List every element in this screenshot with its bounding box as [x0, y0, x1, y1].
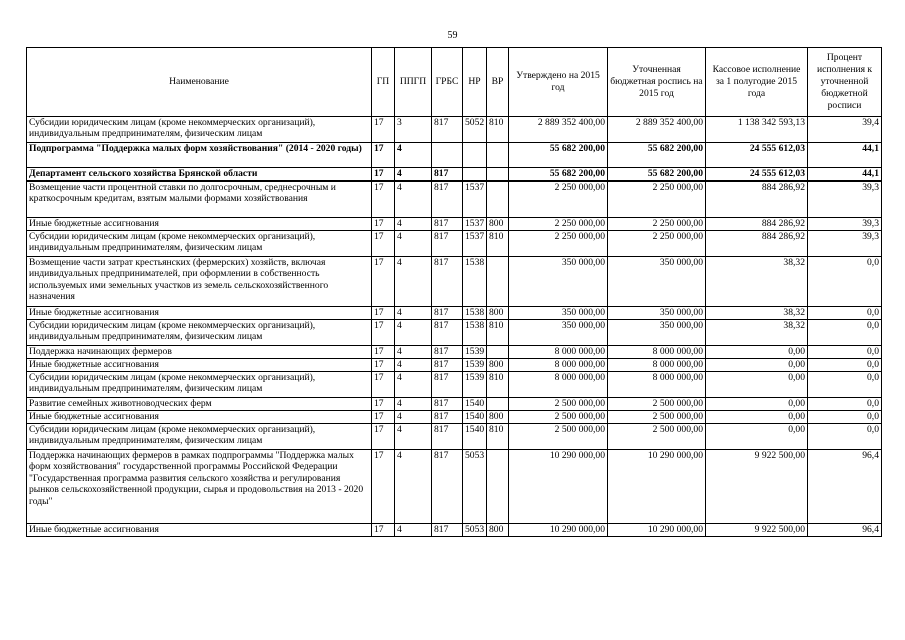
- cell-grbs: 817: [432, 168, 463, 181]
- cell-percent: 96,4: [808, 524, 882, 537]
- cell-name: Иные бюджетные ассигнования: [27, 411, 372, 424]
- cell-name: Возмещение части затрат крестьянских (фермерских) хозяйств, включая индивидуальных предпринимателей, при оформлении в собственность используемых ими земельных участков из земель сельскохозяйственного назначения: [27, 257, 372, 307]
- cell-clarified: 10 290 000,00: [608, 524, 706, 537]
- table-header-row: [27, 48, 882, 117]
- cell-cash: 1 138 342 593,13: [706, 117, 808, 143]
- cell-gp: 17: [372, 218, 395, 231]
- table-row: [27, 320, 882, 346]
- cell-np: 1539: [463, 346, 487, 359]
- cell-clarified: 10 290 000,00: [608, 450, 706, 524]
- cell-vr: 810: [487, 424, 509, 450]
- cell-vr: 800: [487, 359, 509, 372]
- cell-percent: 0,0: [808, 398, 882, 411]
- table-row: [27, 424, 882, 450]
- cell-approved: 2 500 000,00: [509, 424, 608, 450]
- cell-ppgp: 4: [395, 524, 432, 537]
- cell-ppgp: 4: [395, 424, 432, 450]
- cell-vr: [487, 450, 509, 524]
- cell-percent: 0,0: [808, 307, 882, 320]
- cell-cash: 24 555 612,03: [706, 143, 808, 168]
- cell-approved: 2 500 000,00: [509, 398, 608, 411]
- cell-approved: 2 889 352 400,00: [509, 117, 608, 143]
- cell-gp: 17: [372, 117, 395, 143]
- cell-grbs: 817: [432, 424, 463, 450]
- cell-grbs: 817: [432, 359, 463, 372]
- cell-np: [463, 168, 487, 181]
- cell-vr: 800: [487, 524, 509, 537]
- cell-name: Поддержка начинающих фермеров в рамках подпрограммы "Поддержка малых форм хозяйствования" государственной программы Российской Федерации "Государственная программа развития сельского хозяйства и регулирования рынков сельскохозяйственной продукции, сырья и продовольствия на 2013 - 2020 годы": [27, 450, 372, 524]
- cell-cash: 0,00: [706, 372, 808, 398]
- cell-grbs: 817: [432, 307, 463, 320]
- table-row: [27, 117, 882, 143]
- table-row: [27, 218, 882, 231]
- table-row: [27, 359, 882, 372]
- cell-np: 5052: [463, 117, 487, 143]
- cell-cash: 9 922 500,00: [706, 450, 808, 524]
- cell-grbs: 817: [432, 372, 463, 398]
- header-grbs: ГРБС: [432, 48, 463, 117]
- cell-grbs: 817: [432, 320, 463, 346]
- budget-execution-table: [26, 47, 882, 537]
- table-row: [27, 168, 882, 181]
- cell-approved: 350 000,00: [509, 307, 608, 320]
- cell-percent: 0,0: [808, 346, 882, 359]
- cell-ppgp: 4: [395, 168, 432, 181]
- cell-gp: 17: [372, 411, 395, 424]
- cell-name: Субсидии юридическим лицам (кроме некоммерческих организаций), индивидуальным предпринимателям, физическим лицам: [27, 320, 372, 346]
- cell-cash: 884 286,92: [706, 231, 808, 257]
- cell-approved: 350 000,00: [509, 320, 608, 346]
- cell-gp: 17: [372, 168, 395, 181]
- cell-approved: 2 250 000,00: [509, 181, 608, 218]
- cell-vr: [487, 168, 509, 181]
- header-approved: Утверждено на 2015 год: [509, 48, 608, 117]
- cell-vr: [487, 398, 509, 411]
- cell-grbs: 817: [432, 398, 463, 411]
- cell-name: Иные бюджетные ассигнования: [27, 524, 372, 537]
- cell-ppgp: 4: [395, 450, 432, 524]
- cell-name: Субсидии юридическим лицам (кроме некоммерческих организаций), индивидуальным предпринимателям, физическим лицам: [27, 424, 372, 450]
- cell-percent: 39,3: [808, 181, 882, 218]
- cell-approved: 2 500 000,00: [509, 411, 608, 424]
- cell-clarified: 2 500 000,00: [608, 424, 706, 450]
- cell-np: 1540: [463, 424, 487, 450]
- cell-gp: 17: [372, 320, 395, 346]
- cell-ppgp: 4: [395, 231, 432, 257]
- cell-ppgp: 3: [395, 117, 432, 143]
- cell-np: 5053: [463, 450, 487, 524]
- cell-grbs: 817: [432, 524, 463, 537]
- cell-ppgp: 4: [395, 372, 432, 398]
- cell-vr: [487, 181, 509, 218]
- cell-percent: 39,3: [808, 218, 882, 231]
- cell-name: Иные бюджетные ассигнования: [27, 218, 372, 231]
- cell-approved: 2 250 000,00: [509, 218, 608, 231]
- cell-clarified: 55 682 200,00: [608, 143, 706, 168]
- cell-gp: 17: [372, 359, 395, 372]
- header-clarified: Уточненная бюджетная роспись на 2015 год: [608, 48, 706, 117]
- cell-clarified: 2 250 000,00: [608, 231, 706, 257]
- cell-ppgp: 4: [395, 346, 432, 359]
- table-row: [27, 231, 882, 257]
- cell-cash: 9 922 500,00: [706, 524, 808, 537]
- cell-percent: 39,4: [808, 117, 882, 143]
- cell-gp: 17: [372, 372, 395, 398]
- cell-clarified: 2 500 000,00: [608, 398, 706, 411]
- cell-clarified: 2 250 000,00: [608, 181, 706, 218]
- cell-ppgp: 4: [395, 359, 432, 372]
- header-gp: ГП: [372, 48, 395, 117]
- cell-gp: 17: [372, 143, 395, 168]
- cell-percent: 0,0: [808, 359, 882, 372]
- cell-ppgp: 4: [395, 411, 432, 424]
- cell-approved: 55 682 200,00: [509, 168, 608, 181]
- cell-np: 1538: [463, 307, 487, 320]
- cell-ppgp: 4: [395, 181, 432, 218]
- cell-ppgp: 4: [395, 320, 432, 346]
- cell-ppgp: 4: [395, 257, 432, 307]
- cell-vr: [487, 257, 509, 307]
- table-row: [27, 524, 882, 537]
- cell-gp: 17: [372, 346, 395, 359]
- cell-approved: 8 000 000,00: [509, 372, 608, 398]
- cell-clarified: 8 000 000,00: [608, 372, 706, 398]
- cell-grbs: 817: [432, 117, 463, 143]
- table-row: [27, 450, 882, 524]
- cell-np: 1537: [463, 218, 487, 231]
- cell-ppgp: 4: [395, 143, 432, 168]
- cell-grbs: 817: [432, 346, 463, 359]
- cell-name: Возмещение части процентной ставки по долгосрочным, среднесрочным и краткосрочным кредитам, взятым малыми формами хозяйствования: [27, 181, 372, 218]
- cell-clarified: 2 889 352 400,00: [608, 117, 706, 143]
- header-vr: ВР: [487, 48, 509, 117]
- cell-np: 1537: [463, 231, 487, 257]
- header-percent: Процент исполнения к уточненной бюджетной росписи: [808, 48, 882, 117]
- cell-percent: 44,1: [808, 143, 882, 168]
- cell-approved: 350 000,00: [509, 257, 608, 307]
- cell-clarified: 350 000,00: [608, 320, 706, 346]
- cell-gp: 17: [372, 424, 395, 450]
- table-row: [27, 181, 882, 218]
- table-row: [27, 257, 882, 307]
- cell-clarified: 8 000 000,00: [608, 359, 706, 372]
- cell-vr: 810: [487, 117, 509, 143]
- cell-gp: 17: [372, 231, 395, 257]
- cell-ppgp: 4: [395, 307, 432, 320]
- cell-np: 1538: [463, 257, 487, 307]
- cell-grbs: 817: [432, 450, 463, 524]
- cell-np: 1539: [463, 359, 487, 372]
- cell-approved: 8 000 000,00: [509, 359, 608, 372]
- cell-vr: 800: [487, 218, 509, 231]
- cell-np: 1537: [463, 181, 487, 218]
- cell-approved: 55 682 200,00: [509, 143, 608, 168]
- cell-cash: 0,00: [706, 346, 808, 359]
- cell-np: 1540: [463, 411, 487, 424]
- cell-approved: 10 290 000,00: [509, 524, 608, 537]
- cell-name: Поддержка начинающих фермеров: [27, 346, 372, 359]
- cell-percent: 0,0: [808, 257, 882, 307]
- cell-np: 1539: [463, 372, 487, 398]
- cell-cash: 0,00: [706, 424, 808, 450]
- cell-cash: 38,32: [706, 307, 808, 320]
- cell-name: Субсидии юридическим лицам (кроме некоммерческих организаций), индивидуальным предпринимателям, физическим лицам: [27, 372, 372, 398]
- cell-vr: [487, 346, 509, 359]
- cell-ppgp: 4: [395, 218, 432, 231]
- cell-percent: 0,0: [808, 320, 882, 346]
- cell-grbs: 817: [432, 411, 463, 424]
- cell-clarified: 350 000,00: [608, 257, 706, 307]
- cell-clarified: 8 000 000,00: [608, 346, 706, 359]
- cell-np: 1538: [463, 320, 487, 346]
- cell-name: Департамент сельского хозяйства Брянской области: [27, 168, 372, 181]
- cell-name: Развитие семейных животноводческих ферм: [27, 398, 372, 411]
- cell-name: Субсидии юридическим лицам (кроме некоммерческих организаций), индивидуальным предпринимателям, физическим лицам: [27, 231, 372, 257]
- cell-grbs: 817: [432, 257, 463, 307]
- cell-approved: 2 250 000,00: [509, 231, 608, 257]
- cell-clarified: 350 000,00: [608, 307, 706, 320]
- cell-percent: 96,4: [808, 450, 882, 524]
- cell-gp: 17: [372, 450, 395, 524]
- cell-cash: 0,00: [706, 398, 808, 411]
- header-np: НР: [463, 48, 487, 117]
- header-ppgp: ППГП: [395, 48, 432, 117]
- cell-cash: 24 555 612,03: [706, 168, 808, 181]
- cell-np: [463, 143, 487, 168]
- table-row: [27, 411, 882, 424]
- table-row: [27, 398, 882, 411]
- cell-grbs: 817: [432, 231, 463, 257]
- cell-approved: 10 290 000,00: [509, 450, 608, 524]
- cell-vr: 810: [487, 372, 509, 398]
- cell-name: Подпрограмма "Поддержка малых форм хозяйствования" (2014 - 2020 годы): [27, 143, 372, 168]
- cell-np: 1540: [463, 398, 487, 411]
- cell-clarified: 55 682 200,00: [608, 168, 706, 181]
- cell-percent: 0,0: [808, 372, 882, 398]
- table-row: [27, 346, 882, 359]
- header-name: Наименование: [27, 48, 372, 117]
- cell-cash: 884 286,92: [706, 218, 808, 231]
- cell-percent: 44,1: [808, 168, 882, 181]
- cell-name: Субсидии юридическим лицам (кроме некоммерческих организаций), индивидуальным предпринимателям, физическим лицам: [27, 117, 372, 143]
- page-number: 59: [447, 30, 458, 41]
- table-row: [27, 143, 882, 168]
- table-row: [27, 372, 882, 398]
- cell-cash: 0,00: [706, 411, 808, 424]
- cell-gp: 17: [372, 257, 395, 307]
- cell-grbs: 817: [432, 181, 463, 218]
- cell-gp: 17: [372, 524, 395, 537]
- cell-percent: 0,0: [808, 411, 882, 424]
- table-row: [27, 307, 882, 320]
- cell-approved: 8 000 000,00: [509, 346, 608, 359]
- cell-cash: 0,00: [706, 359, 808, 372]
- cell-cash: 38,32: [706, 320, 808, 346]
- cell-gp: 17: [372, 181, 395, 218]
- cell-percent: 39,3: [808, 231, 882, 257]
- cell-clarified: 2 500 000,00: [608, 411, 706, 424]
- cell-gp: 17: [372, 398, 395, 411]
- cell-cash: 38,32: [706, 257, 808, 307]
- cell-vr: 810: [487, 231, 509, 257]
- header-cash: Кассовое исполнение за 1 полугодие 2015 года: [706, 48, 808, 117]
- cell-vr: 810: [487, 320, 509, 346]
- cell-vr: 800: [487, 411, 509, 424]
- cell-grbs: 817: [432, 218, 463, 231]
- cell-ppgp: 4: [395, 398, 432, 411]
- cell-name: Иные бюджетные ассигнования: [27, 359, 372, 372]
- cell-cash: 884 286,92: [706, 181, 808, 218]
- cell-np: 5053: [463, 524, 487, 537]
- cell-vr: 800: [487, 307, 509, 320]
- cell-name: Иные бюджетные ассигнования: [27, 307, 372, 320]
- cell-vr: [487, 143, 509, 168]
- cell-gp: 17: [372, 307, 395, 320]
- cell-grbs: [432, 143, 463, 168]
- cell-percent: 0,0: [808, 424, 882, 450]
- cell-clarified: 2 250 000,00: [608, 218, 706, 231]
